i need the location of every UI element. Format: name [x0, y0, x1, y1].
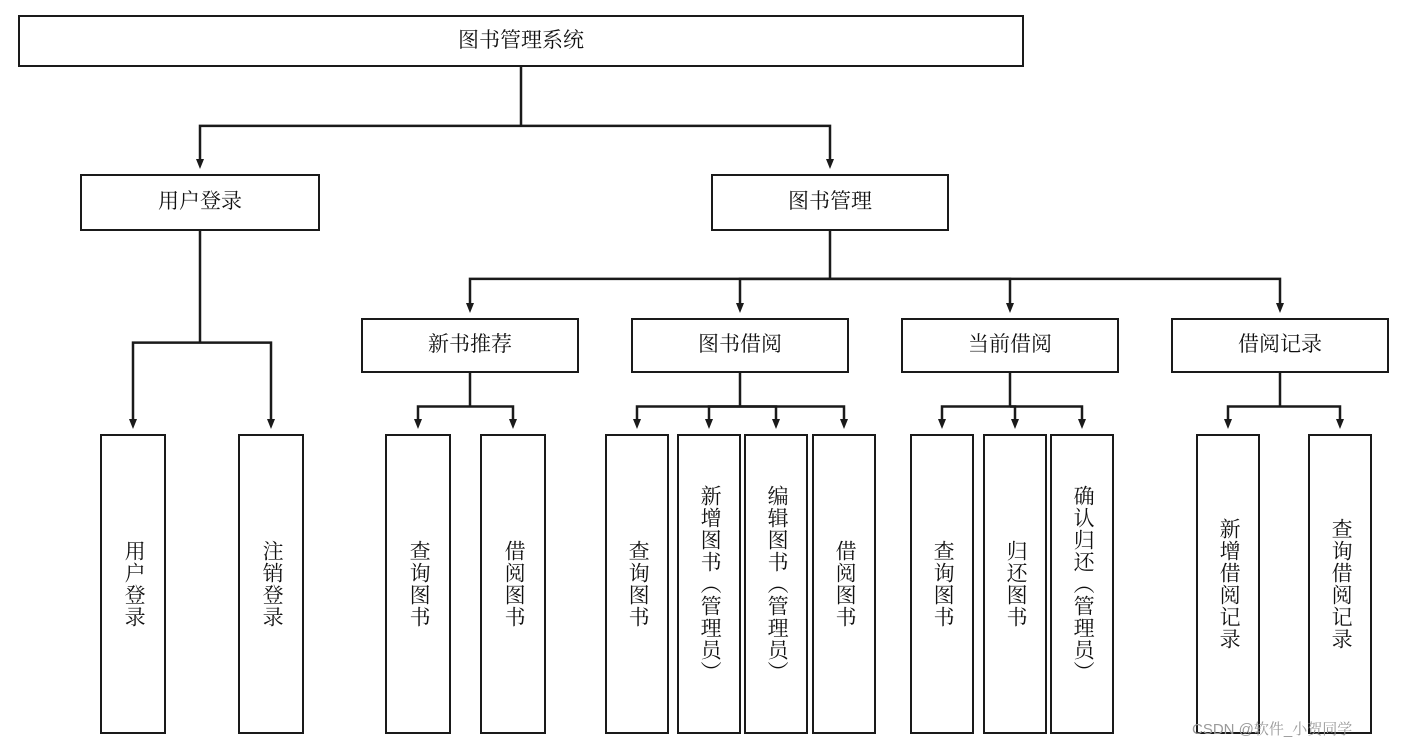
diagram-node-label: 查询图书: [626, 540, 650, 628]
diagram-node-label: 图书管理: [788, 190, 872, 214]
diagram-node-label: 编辑图书（管理员）: [765, 485, 789, 683]
diagram-node-label: 图书管理系统: [458, 28, 584, 52]
diagram-node-b1: [605, 434, 669, 734]
diagram-node-r2: [1308, 434, 1372, 734]
diagram-node-b4: [812, 434, 876, 734]
diagram-node-c3: [1050, 434, 1114, 734]
diagram-node-label: 注销登录: [260, 540, 284, 628]
watermark-text: CSDN @软件_小贺同学: [1192, 721, 1353, 738]
diagram-node-l1: [100, 434, 166, 734]
diagram-node-label: 查询图书: [407, 540, 431, 628]
diagram-node-r1: [1196, 434, 1260, 734]
diagram-node-n2: [480, 434, 546, 734]
diagram-node-l2: [238, 434, 304, 734]
diagram-node-bookmgmt: [711, 174, 949, 231]
diagram-node-newrec: [361, 318, 579, 373]
diagram-node-c2: [983, 434, 1047, 734]
diagram-node-label: 查询图书: [931, 540, 955, 628]
diagram-node-label: 借阅图书: [833, 540, 857, 628]
diagram-node-label: 归还图书: [1004, 540, 1028, 628]
diagram-node-current: [901, 318, 1119, 373]
diagram-node-label: 确认归还（管理员）: [1071, 485, 1095, 683]
diagram-node-label: 用户登录: [122, 540, 146, 628]
diagram-node-label: 用户登录: [158, 190, 242, 214]
diagram-node-records: [1171, 318, 1389, 373]
diagram-node-c1: [910, 434, 974, 734]
diagram-node-label: 新增借阅记录: [1217, 518, 1241, 650]
diagram-node-label: 图书借阅: [698, 333, 782, 357]
diagram-node-label: 新增图书（管理员）: [698, 485, 722, 683]
diagram-node-label: 新书推荐: [428, 333, 512, 357]
diagram-node-n1: [385, 434, 451, 734]
diagram-node-label: 当前借阅: [968, 333, 1052, 357]
diagram-node-root: [18, 15, 1024, 67]
diagram-node-b3: [744, 434, 808, 734]
diagram-node-label: 借阅图书: [502, 540, 526, 628]
diagram-node-label: 查询借阅记录: [1329, 518, 1353, 650]
diagram-node-label: 借阅记录: [1238, 333, 1322, 357]
diagram-node-login: [80, 174, 320, 231]
diagram-node-borrow: [631, 318, 849, 373]
diagram-node-b2: [677, 434, 741, 734]
